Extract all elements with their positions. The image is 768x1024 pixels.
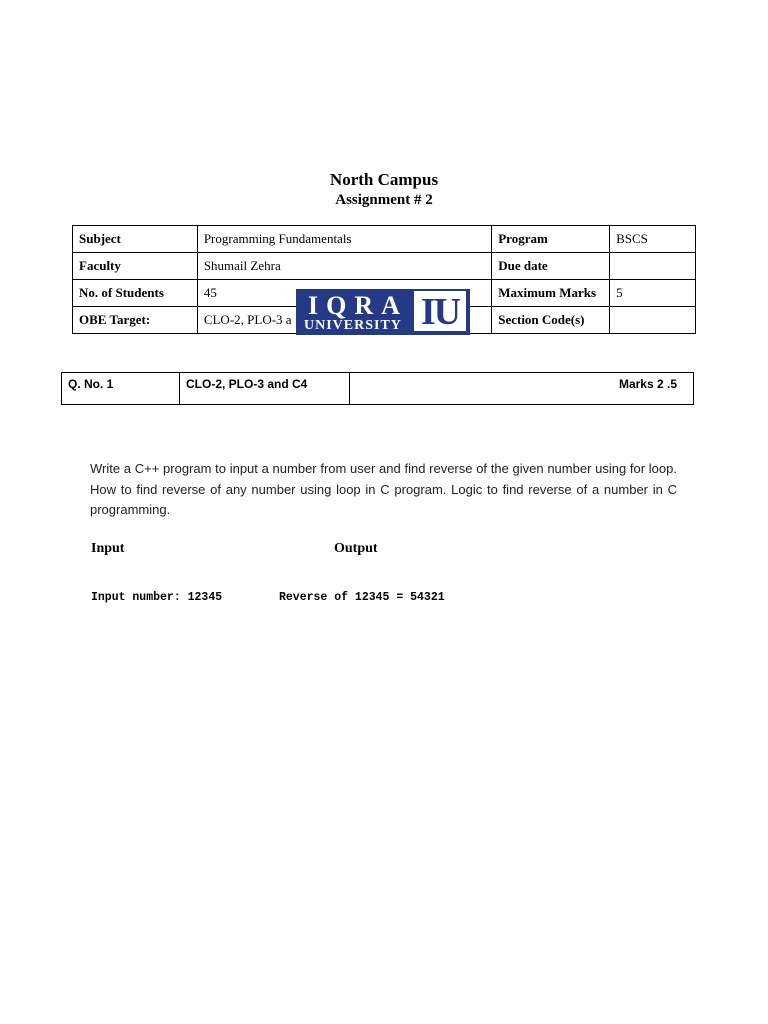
program-label: Program bbox=[492, 226, 610, 253]
obe-target-value: CLO-2, PLO-3 a bbox=[197, 307, 491, 334]
iqra-university-logo bbox=[296, 289, 470, 335]
subject-value: Programming Fundamentals bbox=[197, 226, 491, 253]
faculty-value: Shumail Zehra bbox=[197, 253, 491, 280]
table-row bbox=[73, 253, 696, 280]
table-row bbox=[62, 373, 694, 405]
question-header-table bbox=[61, 372, 694, 405]
input-heading: Input bbox=[91, 541, 125, 556]
input-example: Input number: 12345 bbox=[91, 591, 223, 604]
question-number: Q. No. 1 bbox=[62, 373, 180, 405]
max-marks-label: Maximum Marks bbox=[492, 280, 610, 307]
output-heading: Output bbox=[334, 541, 378, 556]
faculty-label: Faculty bbox=[73, 253, 198, 280]
due-date-label: Due date bbox=[492, 253, 610, 280]
logo-iu-mark: IU bbox=[414, 291, 466, 331]
question-text: Write a C++ program to input a number from user and find reverse of the given number using for loop. How to find reverse of any number using loop in C program. Logic to find reverse of a number in C programming. bbox=[90, 461, 677, 517]
logo-university-text: UNIVERSITY bbox=[304, 318, 402, 333]
students-value: 45 bbox=[197, 280, 491, 307]
logo-iqra-text: IQRA bbox=[308, 291, 408, 320]
question-outcomes: CLO-2, PLO-3 and C4 bbox=[180, 373, 350, 405]
students-label: No. of Students bbox=[73, 280, 198, 307]
section-code-value bbox=[610, 307, 696, 334]
campus-title: North Campus bbox=[329, 170, 439, 189]
program-value: BSCS bbox=[610, 226, 696, 253]
subject-label: Subject bbox=[73, 226, 198, 253]
output-example: Reverse of 12345 = 54321 bbox=[279, 591, 445, 604]
table-row bbox=[73, 226, 696, 253]
assignment-title: Assignment # 2 bbox=[335, 192, 433, 208]
obe-target-label: OBE Target: bbox=[73, 307, 198, 334]
max-marks-value: 5 bbox=[610, 280, 696, 307]
question-marks: Marks 2 .5 bbox=[618, 377, 677, 391]
due-date-value bbox=[610, 253, 696, 280]
section-code-label: Section Code(s) bbox=[492, 307, 610, 334]
